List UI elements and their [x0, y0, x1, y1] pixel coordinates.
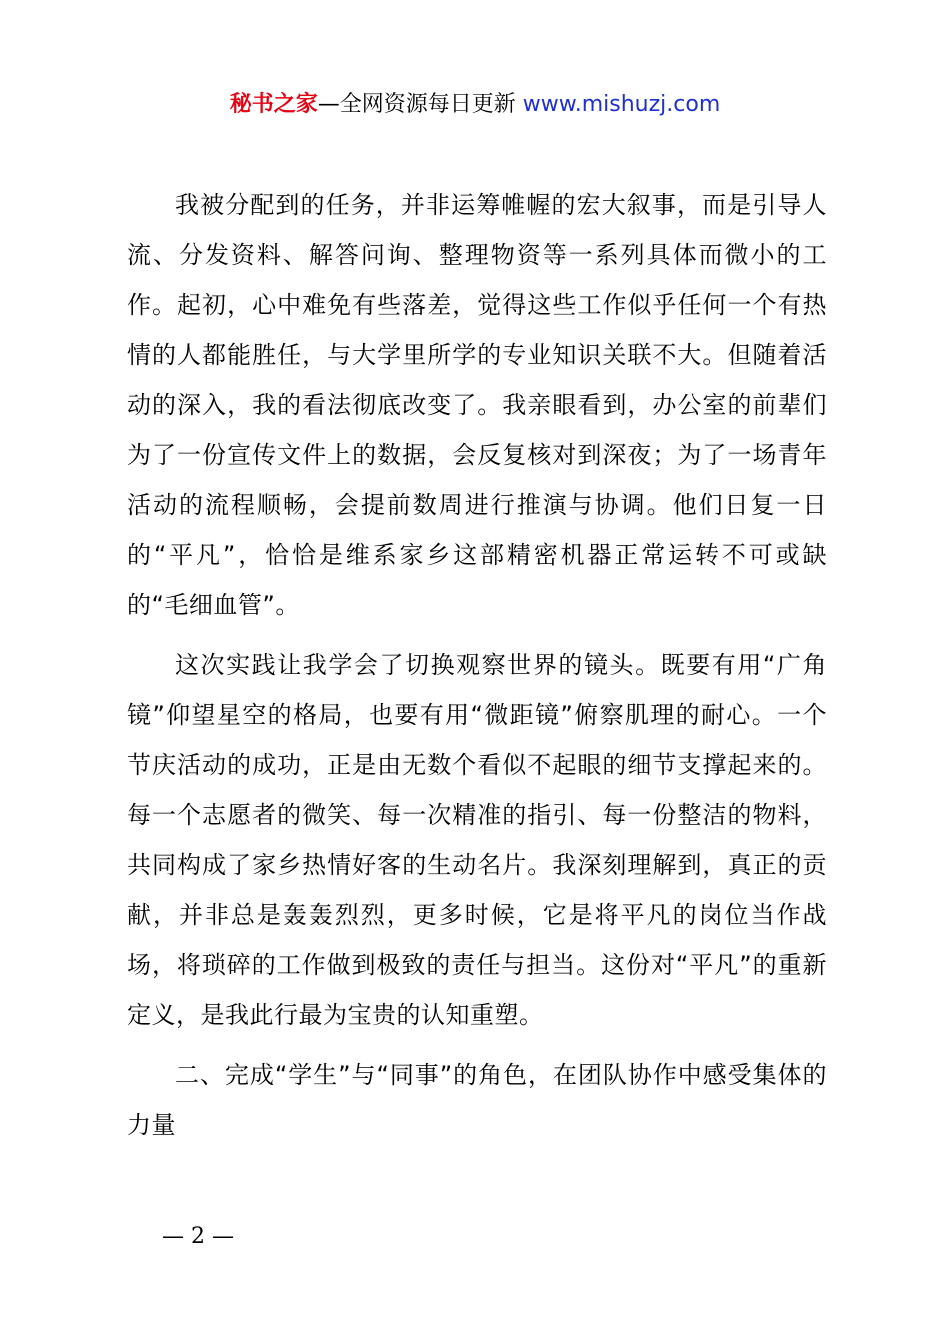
- site-header: [0, 88, 950, 122]
- document-body: [127, 180, 827, 1150]
- brand-name: 秘书之家: [229, 92, 318, 117]
- header-tagline: —全网资源每日更新: [317, 92, 516, 117]
- section-heading: 二、完成“学生”与“同事”的角色，在团队协作中感受集体的力量: [127, 1061, 827, 1139]
- site-url-link[interactable]: www.mishuzj.com: [522, 92, 721, 117]
- body-paragraph-2: 这次实践让我学会了切换观察世界的镜头。既要有用“广角镜”仰望星空的格局，也要有用“微距镜”俯察肌理的耐心。一个节庆活动的成功，正是由无数个看似不起眼的细节支撑起来的。每一个志愿者的微笑、每一次精准的指引、每一份整洁的物料，共同构成了家乡热情好客的生动名片。我深刻理解到，真正的贡献，并非总是轰轰烈烈，更多时候，它是将平凡的岗位当作战场，将琐碎的工作做到极致的责任与担当。这份对“平凡”的重新定义，是我此行最为宝贵的认知重塑。: [127, 651, 827, 1029]
- body-paragraph-1: 我被分配到的任务，并非运筹帷幄的宏大叙事，而是引导人流、分发资料、解答问询、整理物资等一系列具体而微小的工作。起初，心中难免有些落差，觉得这些工作似乎任何一个有热情的人都能胜任，与大学里所学的专业知识关联不大。但随着活动的深入，我的看法彻底改变了。我亲眼看到，办公室的前辈们为了一份宣传文件上的数据，会反复核对到深夜；为了一场青年活动的流程顺畅，会提前数周进行推演与协调。他们日复一日的“平凡”，恰恰是维系家乡这部精密机器正常运转不可或缺的“毛细血管”。: [127, 191, 827, 619]
- page-number: — 2 —: [162, 1224, 234, 1249]
